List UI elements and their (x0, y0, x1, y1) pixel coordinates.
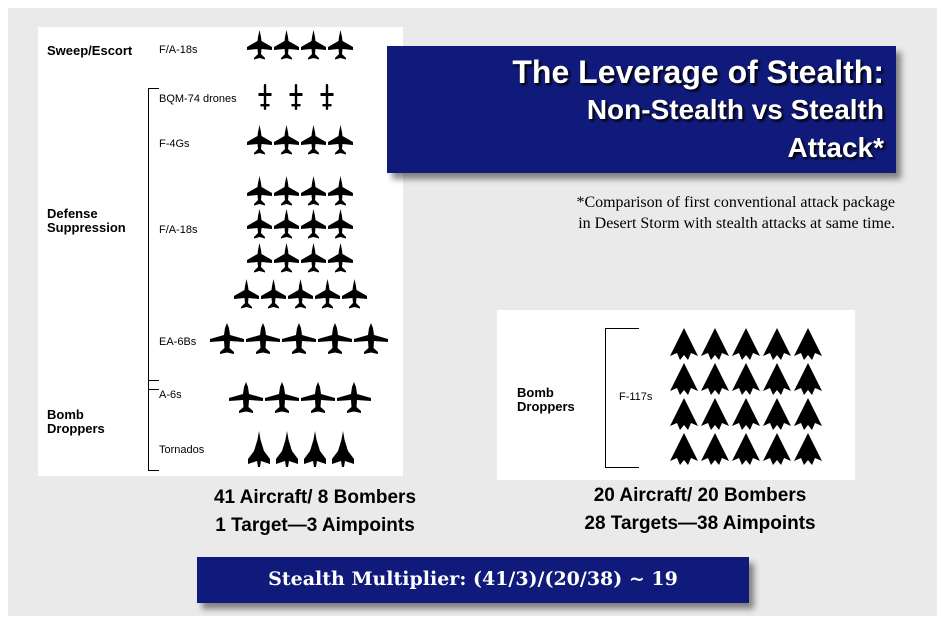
aircraft-label-f117: F-117s (619, 391, 653, 403)
drone-icon (319, 84, 335, 110)
defense-bracket (148, 88, 159, 390)
fighter-icon (300, 125, 327, 155)
non-stealth-panel (38, 27, 403, 476)
fighter-icon (273, 125, 300, 155)
drone-icon (288, 84, 304, 110)
fa18-defense-row-2 (246, 209, 354, 239)
aircraft-label-tornado: Tornados (159, 444, 205, 456)
tornado-row (246, 431, 356, 467)
title-line-1: The Leverage of Stealth: (512, 54, 884, 90)
stealth-panel (497, 310, 855, 480)
aircraft-label-bqm74: BQM-74 drones (159, 93, 237, 105)
bomb-bracket (148, 380, 159, 471)
aircraft-label-f4g: F-4Gs (159, 138, 190, 150)
stealth-fighter-icon (670, 328, 698, 360)
jet-icon (209, 323, 245, 355)
fighter-icon (341, 279, 368, 309)
jet-icon (245, 323, 281, 355)
fighter-icon (300, 243, 327, 273)
title-line-2: Non-Stealth vs Stealth (586, 94, 884, 125)
f117-row-3 (670, 398, 822, 430)
aircraft-label-a6: A-6s (159, 389, 182, 401)
stealth-fighter-icon (701, 328, 729, 360)
stealth-fighter-icon (763, 328, 791, 360)
jet-icon (281, 323, 317, 355)
stealth-fighter-icon (670, 433, 698, 465)
stealth-multiplier-banner: Stealth Multiplier: (41/3)/(20/38) ~ 19 (197, 557, 749, 603)
fighter-icon (233, 279, 260, 309)
footnote (576, 192, 895, 234)
swing-wing-icon (246, 431, 272, 467)
fighter-icon (246, 209, 273, 239)
fighter-icon (246, 125, 273, 155)
stealth-fighter-icon (763, 398, 791, 430)
fighter-icon (300, 30, 327, 60)
fa18-defense-row-3 (246, 243, 354, 273)
group-label-defense-suppression: Defense Suppression (47, 206, 126, 235)
jet-icon (317, 323, 353, 355)
fighter-icon (314, 279, 341, 309)
non-stealth-summary-line-1: 41 Aircraft/ 8 Bombers (213, 487, 417, 508)
non-stealth-summary-line-2: 1 Target—3 Aimpoints (215, 515, 415, 536)
fighter-icon (287, 279, 314, 309)
stealth-summary-line-1: 20 Aircraft/ 20 Bombers (593, 485, 807, 506)
footnote-line-2: in Desert Storm with stealth attacks at same time. (578, 215, 895, 232)
fighter-icon (273, 209, 300, 239)
stealth-fighter-icon (670, 363, 698, 395)
fighter-icon (246, 30, 273, 60)
fighter-icon (327, 243, 354, 273)
jet-icon (264, 382, 300, 414)
aircraft-label-fa18-sweep: F/A-18s (159, 44, 198, 56)
non-stealth-summary (150, 484, 480, 540)
aircraft-label-fa18-defense: F/A-18s (159, 224, 198, 236)
stealth-fighter-icon (670, 398, 698, 430)
stealth-fighter-icon (763, 363, 791, 395)
fighter-icon (327, 176, 354, 206)
fighter-icon (300, 209, 327, 239)
stealth-group-label: Bomb Droppers (517, 385, 575, 414)
f117-row-1 (670, 328, 822, 360)
f117-row-2 (670, 363, 822, 395)
ea6b-row (209, 323, 389, 355)
fighter-icon (273, 243, 300, 273)
stealth-fighter-icon (794, 398, 822, 430)
fighter-icon (327, 125, 354, 155)
fighter-icon (246, 176, 273, 206)
swing-wing-icon (274, 431, 300, 467)
f117-row-4 (670, 433, 822, 465)
swing-wing-icon (302, 431, 328, 467)
fighter-icon (327, 30, 354, 60)
stealth-fighter-icon (701, 433, 729, 465)
jet-icon (228, 382, 264, 414)
fighter-icon (260, 279, 287, 309)
stealth-fighter-icon (763, 433, 791, 465)
stealth-fighter-icon (732, 328, 760, 360)
fighter-icon (300, 176, 327, 206)
jet-icon (353, 323, 389, 355)
group-label-bomb-droppers: Bomb Droppers (47, 407, 105, 436)
aircraft-label-ea6b: EA-6Bs (159, 336, 197, 348)
fa18-sweep-row (246, 30, 354, 60)
group-label-sweep-escort: Sweep/Escort (47, 43, 133, 58)
a6-row (228, 382, 372, 414)
fighter-icon (273, 30, 300, 60)
title-line-3: Attack* (787, 132, 884, 163)
fighter-icon (327, 209, 354, 239)
stealth-fighter-icon (701, 363, 729, 395)
stealth-summary-line-2: 28 Targets—38 Aimpoints (584, 513, 816, 534)
jet-icon (300, 382, 336, 414)
footnote-line-1: *Comparison of first conventional attack package (576, 194, 895, 211)
drone-icon (257, 84, 273, 110)
swing-wing-icon (330, 431, 356, 467)
fa18-defense-row-4 (233, 279, 368, 309)
fa18-defense-row-1 (246, 176, 354, 206)
f4g-row (246, 125, 354, 155)
stealth-fighter-icon (701, 398, 729, 430)
stealth-fighter-icon (732, 433, 760, 465)
stealth-summary (535, 482, 865, 538)
bqm74-row (257, 84, 335, 110)
stealth-fighter-icon (732, 398, 760, 430)
stealth-fighter-icon (794, 363, 822, 395)
stealth-fighter-icon (794, 328, 822, 360)
jet-icon (336, 382, 372, 414)
stealth-fighter-icon (732, 363, 760, 395)
fighter-icon (273, 176, 300, 206)
fighter-icon (246, 243, 273, 273)
stealth-fighter-icon (794, 433, 822, 465)
title-banner (387, 46, 896, 173)
